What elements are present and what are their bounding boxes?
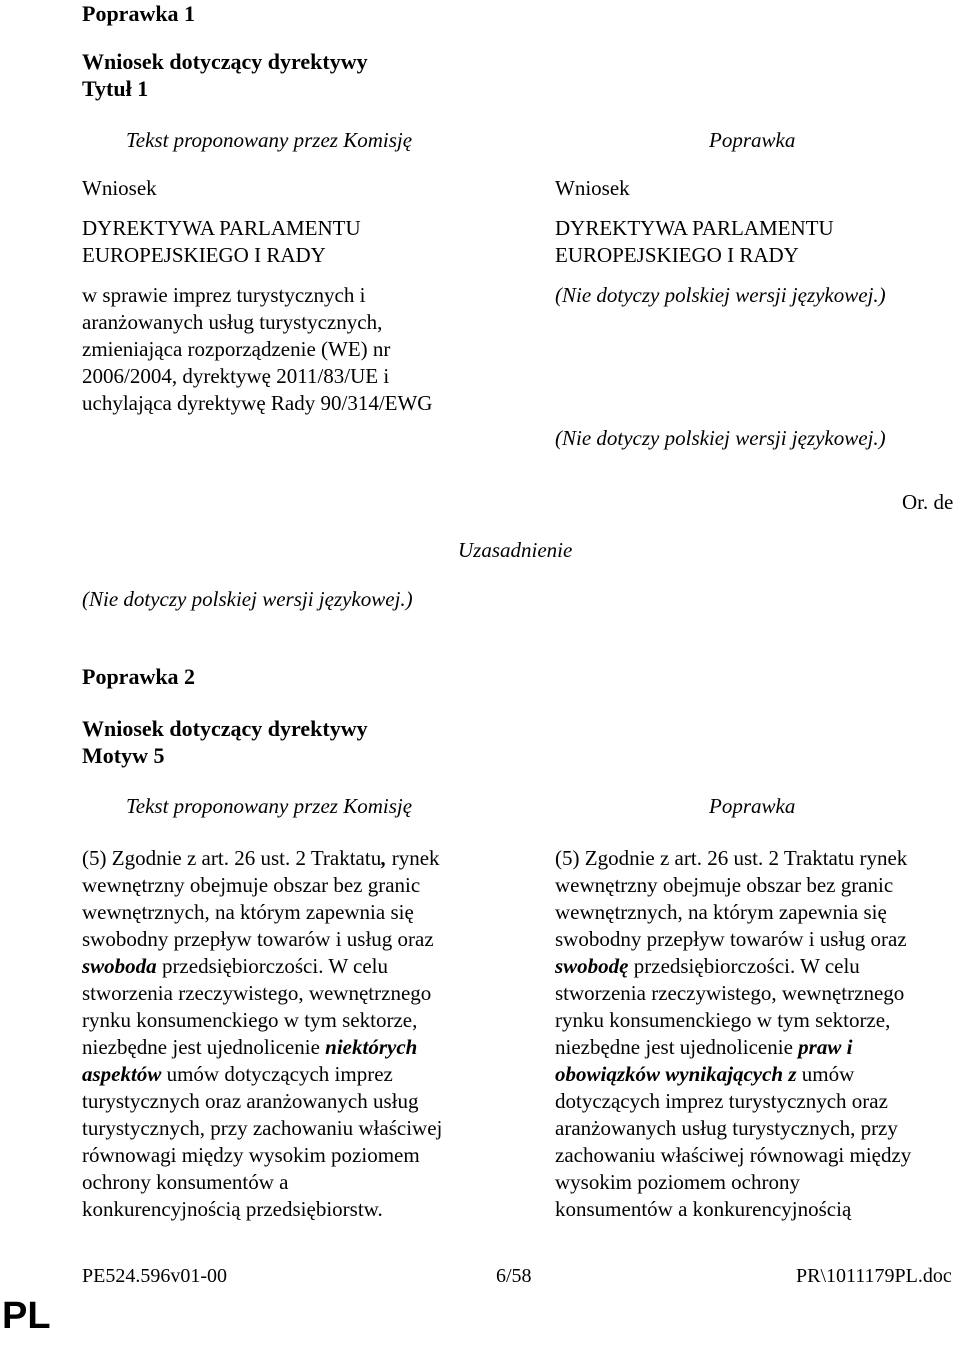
amendment-2-title: Poprawka 2 [82,664,196,689]
amendment-2-right-line [555,980,911,1007]
text-segment: swoboda [82,954,157,978]
text-segment: (5) Zgodnie z art. 26 ust. 2 Traktatu [82,846,382,870]
amendment-1-left-body-3: zmieniająca rozporządzenie (WE) nr [82,337,391,361]
amendment-2-location: Motyw 5 [82,743,165,768]
amendment-2-right-line [555,1169,911,1196]
text-segment: , [381,846,387,870]
text-segment: rynek [386,846,440,870]
text-segment: turystycznych oraz aranżowanych usług [82,1089,419,1113]
amendment-2-right-header: Poprawka [709,794,796,818]
amendment-2-left-line [82,872,442,899]
amendment-2-right-line [555,1088,911,1115]
text-segment: obowiązków wynikających z [555,1062,797,1086]
text-segment: równowagi między wysokim poziomem [82,1143,420,1167]
text-segment: swobodę [555,954,629,978]
amendment-2-right-line [555,872,911,899]
text-segment: wysokim poziomem ochrony [555,1170,800,1194]
amendment-2-left-line [82,1115,442,1142]
footer-file-name: PR\1011179PL.doc [796,1265,952,1287]
text-segment: rynku konsumenckiego w tym sektorze, [82,1008,418,1032]
amendment-2-right-line [555,1196,911,1223]
amendment-2-right-line [555,926,911,953]
language-code: PL [2,1295,51,1337]
text-segment: konsumentów a konkurencyjnością [555,1197,852,1221]
amendment-2-left-line [82,953,442,980]
amendment-2-left-line [82,899,442,926]
amendment-2-left-line [82,926,442,953]
amendment-2-right-line [555,1034,911,1061]
amendment-1-left-body-5: uchylająca dyrektywę Rady 90/314/EWG [82,391,433,415]
text-segment: stworzenia rzeczywistego, wewnętrznego [555,981,905,1005]
amendment-2-right-line [555,899,911,926]
text-segment: aspektów [82,1062,162,1086]
justification-title: Uzasadnienie [458,538,573,562]
amendment-2-left-line [82,1142,442,1169]
text-segment: wewnętrzny obejmuje obszar bez granic [555,873,894,897]
text-segment: (5) Zgodnie z art. 26 ust. 2 Traktatu rynek [555,846,908,870]
amendment-2-left-line [82,980,442,1007]
amendment-1-right-header: Poprawka [709,128,796,152]
text-segment: dotyczących imprez turystycznych oraz [555,1089,888,1113]
text-segment: rynku konsumenckiego w tym sektorze, [555,1008,891,1032]
text-segment: konkurencyjnością przedsiębiorstw. [82,1197,383,1221]
amendment-2-left-line [82,1169,442,1196]
amendment-1-left-heading-2: EUROPEJSKIEGO I RADY [82,243,326,267]
amendment-2-right-line [555,1007,911,1034]
amendment-1-left-header: Tekst proponowany przez Komisję [126,128,413,152]
text-segment: swobodny przepływ towarów i usług oraz [82,927,434,951]
text-segment: praw i [798,1035,853,1059]
text-segment: wewnętrzny obejmuje obszar bez granic [82,873,421,897]
justification-text: (Nie dotyczy polskiej wersji językowej.) [82,587,413,611]
text-segment: zachowaniu właściwej równowagi między [555,1143,912,1167]
amendment-1-right-note-2: (Nie dotyczy polskiej wersji językowej.) [555,426,886,450]
amendment-2-left-line [82,1034,442,1061]
amendment-1-subtitle: Wniosek dotyczący dyrektywy [82,49,368,74]
text-segment: stworzenia rzeczywistego, wewnętrznego [82,981,432,1005]
text-segment: ochrony konsumentów a [82,1170,289,1194]
text-segment: wewnętrznych, na którym zapewnia się [555,900,887,924]
amendment-2-left-text [82,845,442,1223]
text-segment: przedsiębiorczości. W celu [628,954,860,978]
amendment-2-left-line [82,845,442,872]
amendment-1-title: Poprawka 1 [82,1,196,26]
amendment-2-left-header: Tekst proponowany przez Komisję [126,794,413,818]
amendment-1-right-note-1: (Nie dotyczy polskiej wersji językowej.) [555,283,886,307]
amendment-2-right-line [555,1061,911,1088]
amendment-2-right-line [555,1115,911,1142]
text-segment: niektórych [325,1035,418,1059]
amendment-2-left-line [82,1088,442,1115]
amendment-1-left-label: Wniosek [82,176,157,200]
amendment-1-right-label: Wniosek [555,176,630,200]
text-segment: niezbędne jest ujednolicenie [82,1035,326,1059]
amendment-1-left-body-2: aranżowanych usług turystycznych, [82,310,383,334]
amendment-2-left-line [82,1196,442,1223]
amendment-1-right-heading-1: DYREKTYWA PARLAMENTU [555,216,834,240]
amendment-2-right-line [555,953,911,980]
text-segment: umów [796,1062,855,1086]
amendment-2-left-line [82,1007,442,1034]
text-segment: wewnętrznych, na którym zapewnia się [82,900,414,924]
amendment-2-left-line [82,1061,442,1088]
text-segment: niezbędne jest ujednolicenie [555,1035,799,1059]
text-segment: aranżowanych usług turystycznych, przy [555,1116,898,1140]
amendment-1-left-body-4: 2006/2004, dyrektywę 2011/83/UE i [82,364,390,388]
amendment-1-left-heading-1: DYREKTYWA PARLAMENTU [82,216,361,240]
amendment-1-left-body-1: w sprawie imprez turystycznych i [82,283,366,307]
text-segment: swobodny przepływ towarów i usług oraz [555,927,907,951]
amendment-1-location: Tytuł 1 [82,76,149,101]
amendment-2-right-line [555,1142,911,1169]
amendment-2-right-text [555,845,911,1223]
text-segment: umów dotyczących imprez [161,1062,393,1086]
amendment-2-right-line [555,845,911,872]
amendment-1-right-heading-2: EUROPEJSKIEGO I RADY [555,243,799,267]
original-language: Or. de [902,490,954,514]
footer-doc-ref: PE524.596v01-00 [82,1265,227,1287]
text-segment: turystycznych, przy zachowaniu właściwej [82,1116,443,1140]
amendment-2-subtitle: Wniosek dotyczący dyrektywy [82,716,368,741]
footer-page-number: 6/58 [496,1265,532,1287]
text-segment: przedsiębiorczości. W celu [156,954,388,978]
